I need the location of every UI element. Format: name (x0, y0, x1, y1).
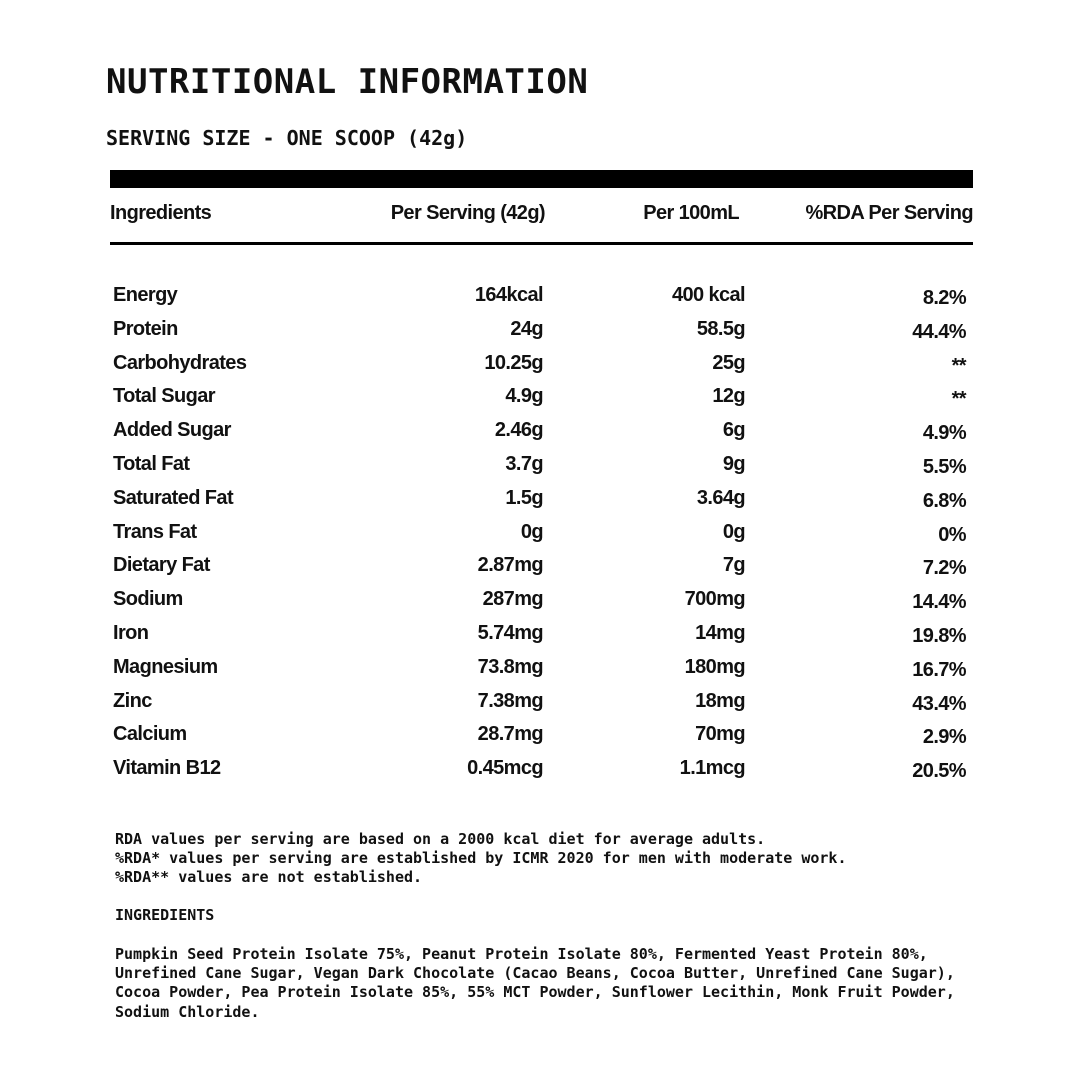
table-row (113, 584, 966, 618)
row-rda: 5.5% (922, 455, 966, 478)
table-row (113, 280, 966, 314)
header-divider (110, 242, 973, 245)
row-rda: ** (951, 354, 966, 377)
row-per-100ml: 18mg (695, 689, 745, 712)
row-rda: 0% (938, 523, 966, 546)
row-per-serving: 28.7mg (477, 723, 543, 746)
row-nutrient: Total Fat (113, 452, 190, 475)
row-nutrient: Energy (113, 284, 178, 306)
row-per-100ml: 58.5g (696, 317, 745, 340)
table-row (113, 753, 966, 787)
row-per-100ml: 400 kcal (671, 284, 745, 306)
row-rda: 19.8% (912, 624, 966, 647)
row-per-serving: 7.38mg (477, 689, 543, 712)
row-per-serving: 10.25g (484, 351, 543, 374)
serving-size: SERVING SIZE - ONE SCOOP (42g) (106, 126, 468, 150)
row-per-serving: 3.7g (505, 452, 543, 475)
row-per-100ml: 7g (722, 554, 745, 577)
table-row (113, 381, 966, 415)
row-per-100ml: 180mg (684, 655, 745, 678)
row-rda: 16.7% (912, 658, 966, 681)
table-row (113, 415, 966, 449)
rda-note: RDA values per serving are based on a 2000 kcal diet for average adults. (115, 830, 766, 848)
header-rda: %RDA Per Serving (805, 202, 973, 224)
row-per-serving: 0g (520, 520, 543, 543)
row-nutrient: Sodium (113, 588, 183, 611)
table-row (113, 686, 966, 720)
row-per-serving: 2.87mg (477, 554, 543, 577)
table-row (113, 618, 966, 652)
row-nutrient: Total Sugar (113, 385, 215, 408)
row-per-100ml: 0g (722, 520, 745, 543)
row-per-100ml: 70mg (695, 723, 745, 746)
row-per-serving: 4.9g (505, 385, 543, 408)
ingredients-heading: INGREDIENTS (115, 906, 215, 924)
row-per-serving: 164kcal (474, 284, 543, 306)
row-nutrient: Saturated Fat (113, 486, 234, 509)
table-row (113, 449, 966, 483)
row-rda: 44.4% (912, 320, 966, 343)
ingredients-line: Pumpkin Seed Protein Isolate 75%, Peanut Protein Isolate 80%, Fermented Yeast Protein 80%, (115, 945, 928, 963)
row-per-100ml: 1.1mcg (679, 757, 745, 780)
row-rda: 7.2% (922, 557, 966, 580)
rda-note: %RDA** values are not established. (115, 868, 423, 887)
table-row (113, 348, 966, 382)
row-nutrient: Trans Fat (113, 520, 197, 543)
ingredients-line: Sodium Chloride. (115, 1002, 260, 1021)
table-row (113, 652, 966, 686)
ingredients-list (115, 945, 1015, 1022)
page-title: NUTRITIONAL INFORMATION (106, 62, 589, 102)
header-ingredients: Ingredients (110, 202, 212, 224)
row-rda: 20.5% (912, 760, 966, 783)
row-nutrient: Iron (113, 621, 149, 644)
ingredients-line: Unrefined Cane Sugar, Vegan Dark Chocolate (Cacao Beans, Cocoa Butter, Unrefined Cane Sugar), (115, 964, 955, 983)
header-per-100ml: Per 100mL (643, 202, 739, 224)
row-per-serving: 24g (510, 317, 543, 340)
row-per-100ml: 700mg (684, 588, 745, 611)
row-nutrient: Added Sugar (113, 419, 231, 442)
row-rda: 6.8% (922, 489, 966, 512)
table-row (113, 314, 966, 348)
table-top-bar (110, 170, 973, 188)
row-nutrient: Zinc (113, 689, 152, 712)
row-rda: 43.4% (912, 692, 966, 715)
row-per-100ml: 12g (712, 385, 745, 408)
row-nutrient: Vitamin B12 (113, 757, 221, 780)
row-nutrient: Magnesium (113, 655, 218, 678)
table-row (113, 483, 966, 517)
row-per-100ml: 25g (712, 351, 745, 374)
header-per-serving: Per Serving (42g) (390, 202, 545, 224)
row-rda: 8.2% (922, 287, 966, 309)
table-row (113, 719, 966, 753)
row-rda: ** (951, 388, 966, 411)
row-nutrient: Protein (113, 317, 178, 340)
row-per-serving: 73.8mg (477, 655, 543, 678)
row-per-100ml: 3.64g (696, 486, 745, 509)
row-nutrient: Dietary Fat (113, 554, 210, 577)
row-per-100ml: 9g (722, 452, 745, 475)
row-nutrient: Carbohydrates (113, 351, 247, 374)
rda-note: %RDA* values per serving are established by ICMR 2020 for men with moderate work. (115, 849, 847, 868)
ingredients-line: Cocoa Powder, Pea Protein Isolate 85%, 55% MCT Powder, Sunflower Lecithin, Monk Fruit Powder, (115, 983, 955, 1002)
row-rda: 4.9% (922, 422, 966, 445)
row-per-serving: 1.5g (505, 486, 543, 509)
table-header (110, 200, 973, 230)
row-per-serving: 0.45mcg (467, 757, 543, 780)
row-rda: 14.4% (912, 591, 966, 614)
row-per-100ml: 14mg (695, 621, 745, 644)
row-rda: 2.9% (922, 726, 966, 749)
row-per-serving: 2.46g (494, 419, 543, 442)
nutrition-table-body (113, 280, 966, 787)
row-per-serving: 5.74mg (477, 621, 543, 644)
row-nutrient: Calcium (113, 723, 187, 746)
row-per-100ml: 6g (722, 419, 745, 442)
table-row (113, 550, 966, 584)
table-row (113, 517, 966, 551)
rda-notes (115, 830, 1015, 888)
row-per-serving: 287mg (482, 588, 543, 611)
